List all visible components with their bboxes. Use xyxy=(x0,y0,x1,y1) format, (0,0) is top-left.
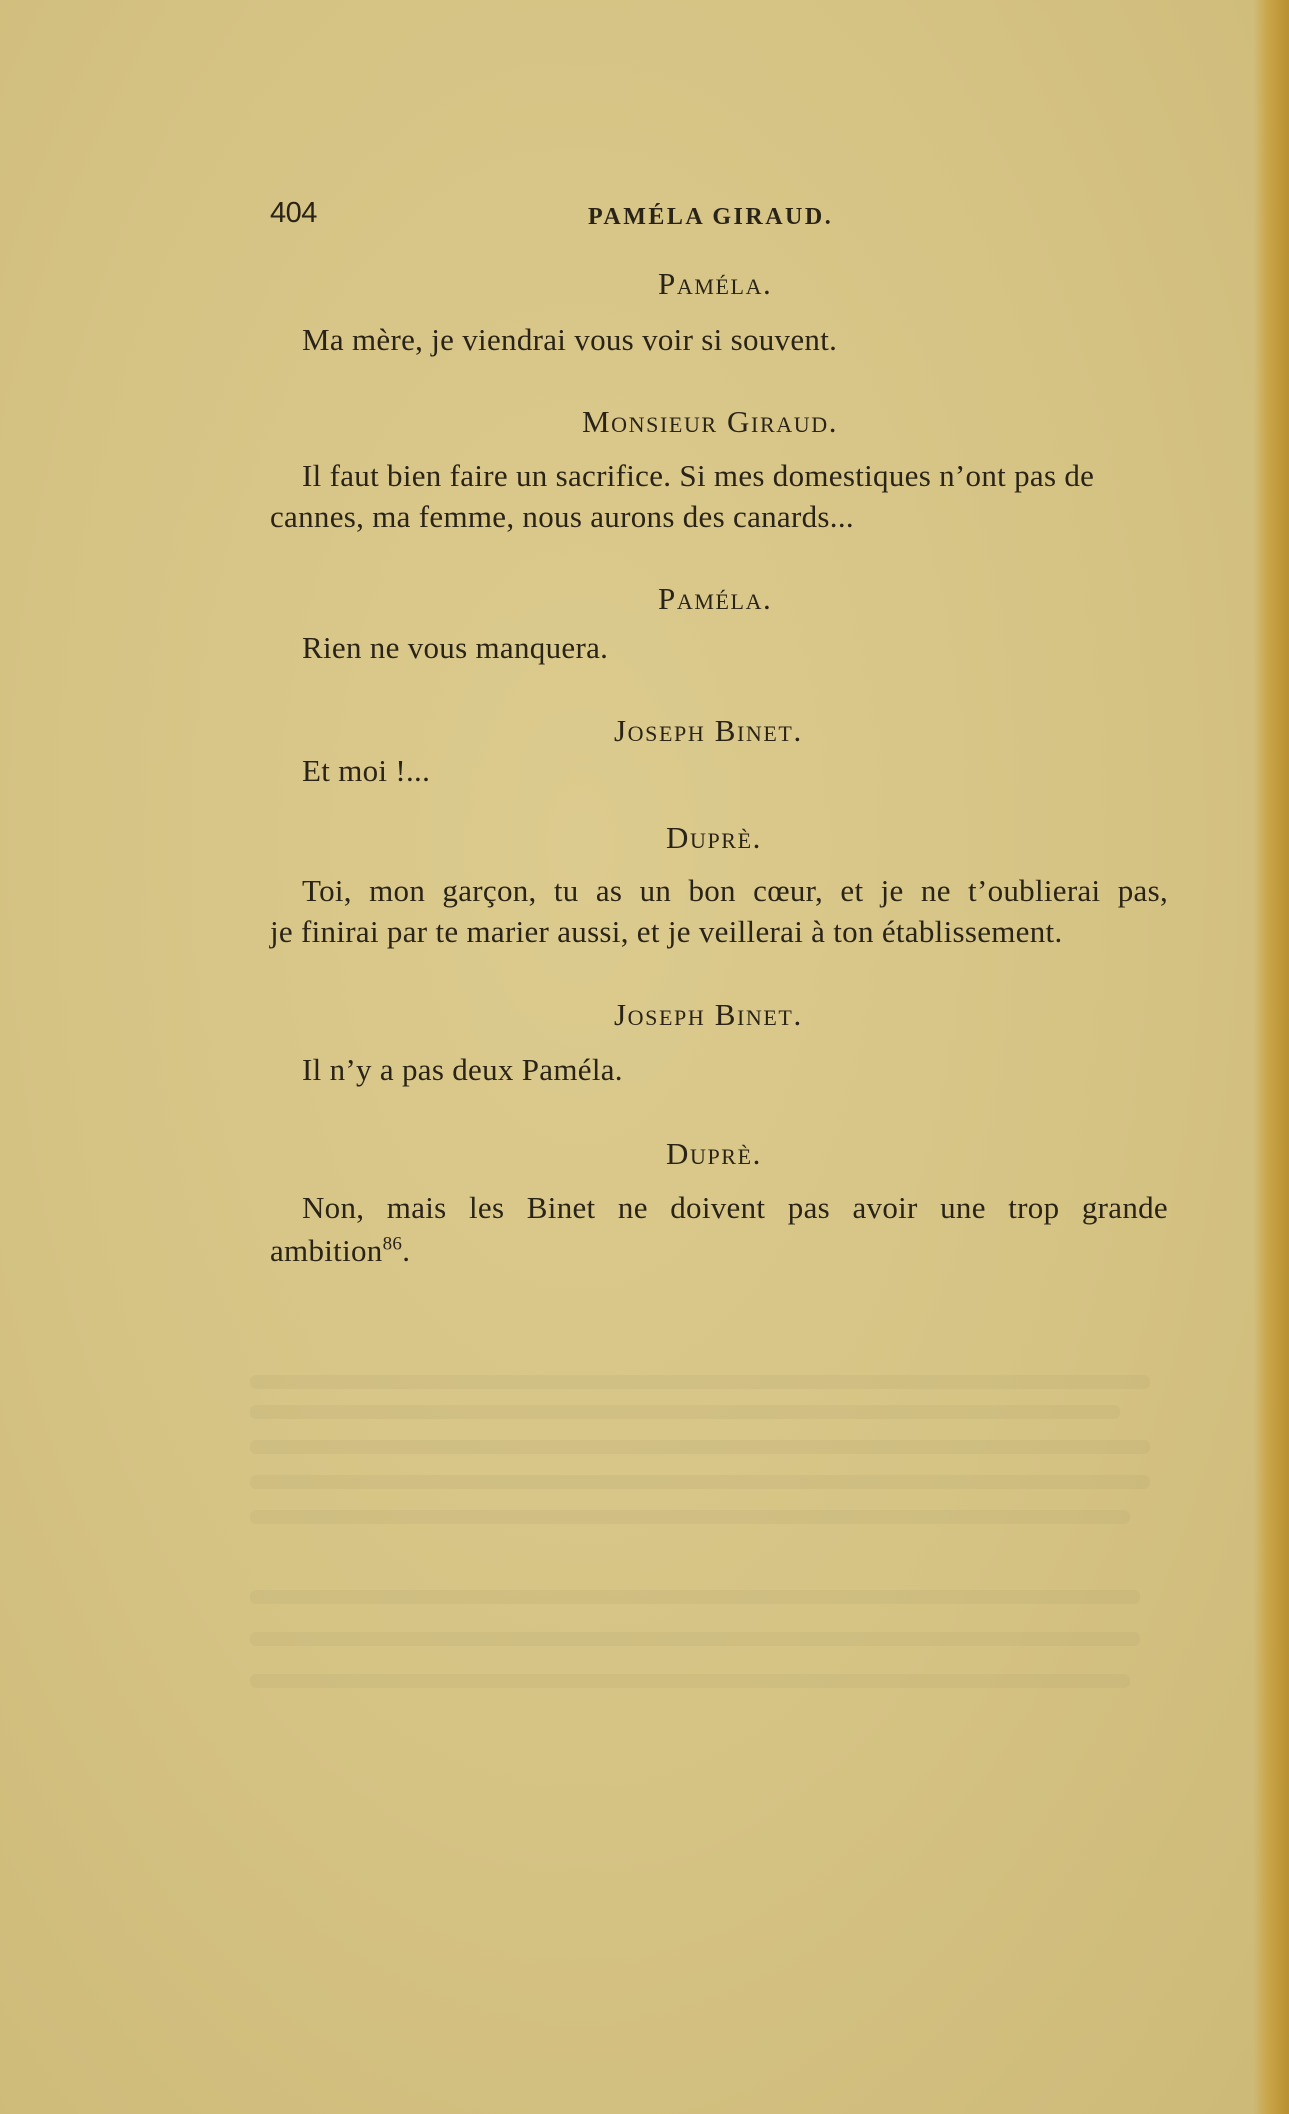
speaker-name: Duprè. xyxy=(666,820,762,855)
dialogue-line: cannes, ma femme, nous aurons des canards... xyxy=(270,499,854,534)
dialogue-line: Non, mais les Binet ne doivent pas avoir une trop grande xyxy=(302,1190,1168,1225)
book-spine-shadow xyxy=(1253,0,1289,2114)
bleed-through-line xyxy=(250,1674,1130,1688)
dialogue-line: Toi, mon garçon, tu as un bon cœur, et je ne t’oublierai pas, xyxy=(302,873,1168,908)
page-number: 404 xyxy=(270,197,317,229)
bleed-through-line xyxy=(250,1632,1140,1646)
dialogue-last-line xyxy=(270,1231,410,1271)
dialogue-line: je finirai par te marier aussi, et je veillerai à ton établissement. xyxy=(270,914,1063,949)
bleed-through-line xyxy=(250,1510,1130,1524)
bleed-through-line xyxy=(250,1590,1140,1604)
dialogue-line: Il n’y a pas deux Paméla. xyxy=(302,1052,623,1087)
bleed-through-line xyxy=(250,1405,1120,1419)
bleed-through-line xyxy=(250,1440,1150,1454)
dialogue-line: Et moi !... xyxy=(302,753,431,788)
speaker-name: Paméla. xyxy=(658,581,773,616)
dialogue-line: Il faut bien faire un sacrifice. Si mes domestiques n’ont pas de xyxy=(302,458,1095,493)
footnote-reference[interactable]: 86 xyxy=(382,1233,403,1255)
running-title: PAMÉLA GIRAUD. xyxy=(588,204,834,230)
bleed-through-line xyxy=(250,1375,1150,1389)
dialogue-line: Rien ne vous manquera. xyxy=(302,630,609,665)
speaker-name: Paméla. xyxy=(658,266,773,301)
dialogue-line: Ma mère, je viendrai vous voir si souvent. xyxy=(302,322,838,357)
speaker-name: Joseph Binet. xyxy=(614,713,803,748)
speaker-name: Joseph Binet. xyxy=(614,997,803,1032)
dialogue-line: ambition xyxy=(270,1233,383,1268)
bleed-through-line xyxy=(250,1475,1150,1489)
speaker-name: Monsieur Giraud. xyxy=(582,404,839,439)
sentence-end: . xyxy=(402,1233,411,1268)
speaker-name: Duprè. xyxy=(666,1136,762,1171)
